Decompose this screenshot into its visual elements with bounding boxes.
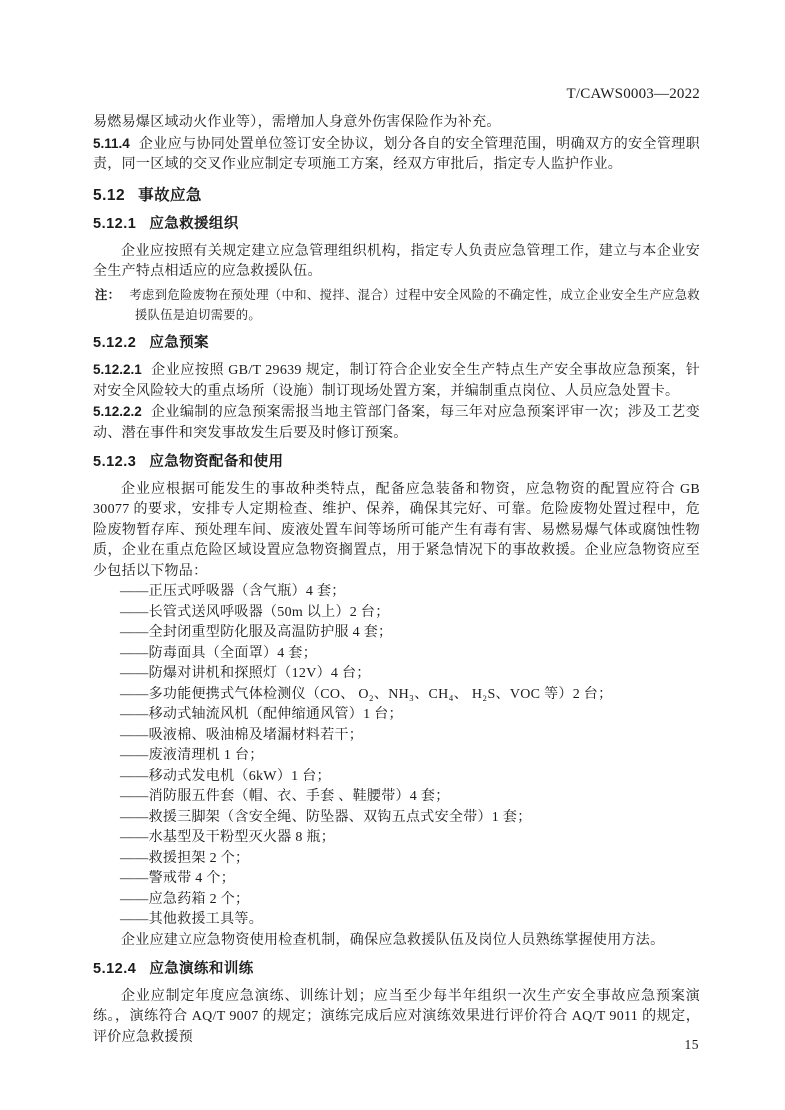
section-heading-5-12-2 [93, 333, 700, 354]
clause-5-11-4 [93, 134, 700, 176]
list-item: ——防爆对讲机和探照灯（12V）4 台； [120, 666, 371, 681]
section-title: 应急预案 [149, 334, 209, 351]
clause-number: 5.12.2.1 [93, 362, 142, 377]
clause-text: 企业应按照 GB/T 29639 规定，制订符合企业安全生产特点生产安全事故应急预案，针对安全风险较大的重点场所（设施）制订现场处置方案，并编制重点岗位、人员应急处置卡。 [93, 363, 700, 399]
section-title: 事故应急 [138, 186, 202, 204]
list-item: ——多功能便携式气体检测仪（CO、 O₂、NH₃、CH₄、 H₂S、VOC 等）2 台； [120, 686, 613, 702]
section-number: 5.12.3 [93, 454, 137, 470]
list-item: ——长管式送风呼吸器（50m 以上）2 台； [120, 604, 390, 620]
clause-5-12-2-2 [93, 402, 700, 444]
list-item: ——救援担架 2 个； [120, 850, 250, 866]
section-number: 5.12.1 [93, 216, 137, 232]
section-heading-5-12-4 [93, 959, 700, 980]
clause-5-12-2-1 [93, 360, 700, 402]
section-number: 5.12.2 [93, 334, 137, 351]
paragraph-5-12-3: 企业应根据可能发生的事故种类特点，配备应急装备和物资，应急物资的配置应符合 GB 30077 的要求，安排专人定期检查、维护、保养，确保其完好、可靠。危险废物处置过程中，危险废物暂存库、预处理车间、废液处置车间等场所可能产生有毒有害、易燃易爆气体或腐蚀性物质，企业在重点危险区域设置应急物资搁置点，用于紧急情况下的事故救援。企业应急物资应至少包括以下物品： [93, 481, 700, 579]
standard-number-header: T/CAWS0003—2022 [566, 86, 700, 102]
section-number: 5.12 [93, 186, 126, 204]
emergency-supply-list [120, 582, 700, 931]
list-item: ——全封闭重型防化服及高温防护服 4 套； [120, 625, 393, 640]
list-item: ——移动式轴流风机（配伸缩通风管）1 台； [120, 707, 403, 722]
list-item: ——警戒带 4 个； [120, 871, 235, 886]
list-item: ——吸液棉、吸油棉及堵漏材料若干； [120, 727, 364, 743]
clause-text: 企业应与协同处置单位签订安全协议，划分各自的安全管理范围，明确双方的安全管理职责，同一区域的交叉作业应制定专项施工方案，经双方审批后，指定专人监护作业。 [93, 136, 700, 172]
section-number: 5.12.4 [93, 961, 137, 977]
list-item: ——废液清理机 1 台； [120, 748, 264, 763]
clause-text: 企业编制的应急预案需报当地主管部门备案，每三年对应急预案评审一次；涉及工艺变动、潜在事件和突发事故发生后要及时修订预案。 [93, 405, 700, 441]
section-title: 应急救援组织 [149, 216, 239, 232]
list-item: ——应急药箱 2 个； [120, 891, 250, 907]
note-label: 注： [95, 287, 121, 302]
section-heading-5-12-1 [93, 214, 700, 235]
list-item: ——防毒面具（全面罩）4 套； [120, 645, 317, 661]
list-item: ——移动式发电机（6kW）1 台； [120, 768, 331, 784]
section-title: 应急物资配备和使用 [149, 454, 284, 470]
paragraph-5-12-4: 企业应制定年度应急演练、训练计划；应当至少每半年组织一次生产安全事故应急预案演练。，演练符合 AQ/T 9007 的规定；演练完成后应对演练效果进行评价符合 AQ/T 9011 的规定，评价应急救援预 [93, 988, 700, 1045]
clause-number: 5.12.2.2 [93, 404, 142, 419]
list-item: ——救援三脚架（含安全绳、防坠器、双钩五点式安全带）1 套； [120, 809, 532, 825]
list-item: ——消防服五件套（帽、衣、手套 、鞋腰带）4 套； [120, 789, 450, 804]
list-item: ——其他救援工具等。 [120, 912, 263, 927]
continuation-paragraph: 易燃易爆区域动火作业等），需增加人身意外伤害保险作为补充。 [93, 115, 501, 130]
paragraph-5-12-3-closing: 企业应建立应急物资使用检查机制，确保应急救援队伍及岗位人员熟练掌握使用方法。 [121, 932, 665, 948]
list-item: ——水基型及干粉型灭火器 8 瓶； [120, 830, 336, 845]
list-item: ——正压式呼吸器（含气瓶）4 套； [120, 584, 346, 599]
note-block [95, 285, 700, 325]
note-text: 考虑到危险废物在预处理（中和、搅拌、混合）过程中安全风险的不确定性，成立企业安全生产应急救援队伍是迫切需要的。 [129, 287, 700, 322]
section-title: 应急演练和训练 [149, 961, 254, 977]
paragraph-5-12-1: 企业应按照有关规定建立应急管理组织机构，指定专人负责应急管理工作，建立与本企业安全生产特点相适应的应急救援队伍。 [93, 243, 700, 279]
section-heading-5-12-3 [93, 452, 700, 473]
clause-number: 5.11.4 [93, 135, 130, 151]
page-number: 15 [684, 1037, 699, 1052]
section-heading-5-12 [93, 186, 700, 207]
